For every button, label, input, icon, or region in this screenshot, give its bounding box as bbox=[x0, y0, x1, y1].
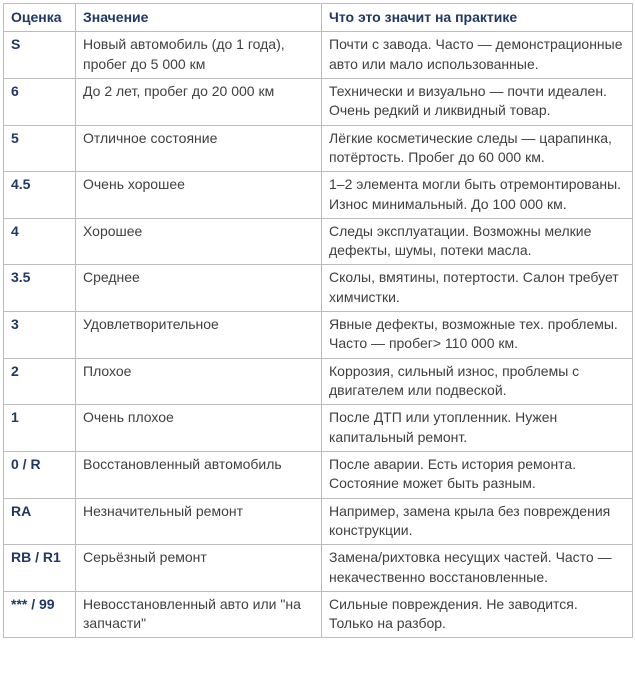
grade-cell: *** / 99 bbox=[4, 591, 76, 638]
grade-cell: RB / R1 bbox=[4, 545, 76, 592]
practice-cell: Следы эксплуатации. Возможны мелкие дефекты, шумы, потеки масла. bbox=[322, 218, 633, 265]
grade-cell: 4.5 bbox=[4, 172, 76, 219]
meaning-cell: Удовлетворительное bbox=[76, 312, 322, 359]
table-row bbox=[4, 451, 633, 498]
practice-cell: Сильные повреждения. Не заводится. Только на разбор. bbox=[322, 591, 633, 638]
meaning-cell: До 2 лет, пробег до 20 000 км bbox=[76, 78, 322, 125]
header-row bbox=[4, 4, 633, 32]
table-row bbox=[4, 78, 633, 125]
grade-cell: 4 bbox=[4, 218, 76, 265]
practice-cell: Явные дефекты, возможные тех. проблемы. Часто — пробег> 110 000 км. bbox=[322, 312, 633, 359]
meaning-cell: Очень хорошее bbox=[76, 172, 322, 219]
header-meaning: Значение bbox=[76, 4, 322, 32]
meaning-cell: Очень плохое bbox=[76, 405, 322, 452]
meaning-cell: Серьёзный ремонт bbox=[76, 545, 322, 592]
meaning-cell: Плохое bbox=[76, 358, 322, 405]
grade-cell: RA bbox=[4, 498, 76, 545]
meaning-cell: Невосстановленный авто или "на запчасти" bbox=[76, 591, 322, 638]
practice-cell: После ДТП или утопленник. Нужен капитальный ремонт. bbox=[322, 405, 633, 452]
meaning-cell: Отличное состояние bbox=[76, 125, 322, 172]
practice-cell: Коррозия, сильный износ, проблемы с двигателем или подвеской. bbox=[322, 358, 633, 405]
practice-cell: После аварии. Есть история ремонта. Состояние может быть разным. bbox=[322, 451, 633, 498]
meaning-cell: Новый автомобиль (до 1 года), пробег до 5 000 км bbox=[76, 32, 322, 79]
practice-cell: Сколы, вмятины, потертости. Салон требует химчистки. bbox=[322, 265, 633, 312]
grade-cell: S bbox=[4, 32, 76, 79]
grade-cell: 5 bbox=[4, 125, 76, 172]
practice-cell: Почти с завода. Часто — демонстрационные авто или мало использованные. bbox=[322, 32, 633, 79]
meaning-cell: Хорошее bbox=[76, 218, 322, 265]
grade-cell: 3 bbox=[4, 312, 76, 359]
table-row bbox=[4, 591, 633, 638]
meaning-cell: Среднее bbox=[76, 265, 322, 312]
table-row bbox=[4, 545, 633, 592]
grade-cell: 2 bbox=[4, 358, 76, 405]
grade-cell: 1 bbox=[4, 405, 76, 452]
table-row bbox=[4, 125, 633, 172]
table-row bbox=[4, 32, 633, 79]
practice-cell: Лёгкие косметические следы — царапинка, потёртость. Пробег до 60 000 км. bbox=[322, 125, 633, 172]
meaning-cell: Восстановленный автомобиль bbox=[76, 451, 322, 498]
header-practice: Что это значит на практике bbox=[322, 4, 633, 32]
grade-cell: 3.5 bbox=[4, 265, 76, 312]
table-row bbox=[4, 312, 633, 359]
table-row bbox=[4, 358, 633, 405]
header-grade: Оценка bbox=[4, 4, 76, 32]
table-row bbox=[4, 218, 633, 265]
grade-cell: 0 / R bbox=[4, 451, 76, 498]
practice-cell: 1–2 элемента могли быть отремонтированы. Износ минимальный. До 100 000 км. bbox=[322, 172, 633, 219]
meaning-cell: Незначительный ремонт bbox=[76, 498, 322, 545]
grades-table bbox=[3, 3, 633, 638]
practice-cell: Например, замена крыла без повреждения конструкции. bbox=[322, 498, 633, 545]
table-row bbox=[4, 265, 633, 312]
table-row bbox=[4, 498, 633, 545]
table-row bbox=[4, 405, 633, 452]
table-row bbox=[4, 172, 633, 219]
practice-cell: Замена/рихтовка несущих частей. Часто — некачественно восстановленные. bbox=[322, 545, 633, 592]
grade-cell: 6 bbox=[4, 78, 76, 125]
practice-cell: Технически и визуально — почти идеален. Очень редкий и ликвидный товар. bbox=[322, 78, 633, 125]
